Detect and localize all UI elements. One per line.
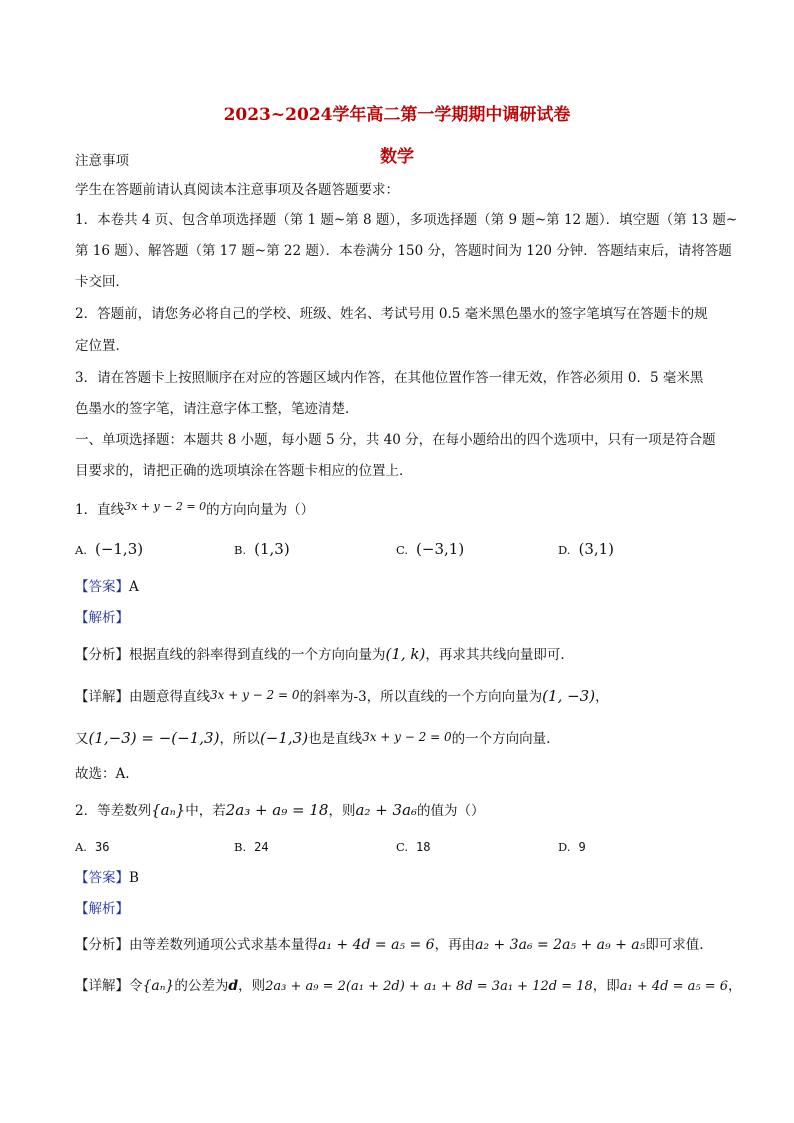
notice-item2-line1: 2．答题前，请您务必将自己的学校、班级、姓名、考试号用 0.5 毫米黑色墨水的签字笔填写在答题卡的规 — [75, 306, 708, 322]
q1-number: 1． — [75, 502, 98, 518]
subject-title: 数学 — [380, 147, 414, 167]
fenxi-tag: 【分析】 — [75, 937, 129, 953]
q1-detail: 【详解】由题意得直线3x + y − 2 = 0的斜率为-3，所以直线的一个方向向量为(1, −3)， — [75, 687, 609, 705]
section1-line2: 目要求的，请把正确的选项填涂在答题卡相应的位置上． — [75, 463, 413, 479]
q2-detail: 【详解】令{aₙ}的公差为d，则2a₃ + a₉ = 2(a₁ + 2d) + a₁ + 8d = 3a₁ + 12d = 18，即a₁ + 4d = a₅ = 6， — [75, 978, 742, 994]
q1-option-a: A. (−1,3) — [75, 540, 144, 558]
q2-analysis-tag: 【解析】 — [75, 901, 129, 917]
q1-choose: 故选：A. — [75, 766, 130, 782]
q1-option-b: B. (1,3) — [234, 540, 290, 558]
q1-option-c: C. (−3,1) — [396, 540, 465, 558]
q1-answer-value: A — [129, 579, 139, 595]
notice-item3-line2: 色墨水的签字笔，请注意字体工整，笔迹清楚． — [75, 401, 359, 417]
detail-tag: 【详解】 — [75, 978, 129, 994]
notice-item1-line1: 1．本卷共 4 页、包含单项选择题（第 1 题~第 8 题），多项选择题（第 9 题~第 12 题）．填空题（第 13 题~ — [75, 212, 738, 228]
q2-number: 2． — [75, 803, 98, 819]
q1-answer — [75, 577, 725, 597]
fenxi-tag: 【分析】 — [75, 647, 129, 663]
detail-tag: 【详解】 — [75, 689, 129, 705]
q2-stem: 2．等差数列{aₙ}中，若2a₃ + a₉ = 18，则a₂ + 3a₆的值为（） — [75, 801, 485, 819]
notice-item2-line2: 定位置． — [75, 338, 129, 354]
notice-item1-line3: 卡交回． — [75, 274, 129, 290]
q2-option-b: B. 24 — [234, 840, 269, 854]
answer-tag: 【答案】 — [75, 870, 129, 886]
notice-intro: 学生在答题前请认真阅读本注意事项及各题答题要求： — [75, 182, 399, 198]
q1-equation: 3x + y − 2 = 0 — [124, 500, 207, 513]
q1-stem-post: 的方向向量为（） — [206, 502, 315, 518]
q1-option-d: D. (3,1) — [558, 540, 615, 558]
answer-tag: 【答案】 — [75, 579, 129, 595]
q2-answer-value: B — [129, 870, 139, 886]
q2-answer — [75, 868, 725, 888]
notice-item1-line2: 第 16 题）、解答题（第 17 题~第 22 题）．本卷满分 150 分，答题时间为 120 分钟．答题结束后，请将答题 — [75, 243, 732, 259]
notice-heading: 注意事项 — [75, 153, 129, 169]
q1-fenxi: 【分析】根据直线的斜率得到直线的一个方向向量为(1, k)，再求其共线向量即可. — [75, 645, 565, 663]
q2-fenxi: 【分析】由等差数列通项公式求基本量得a₁ + 4d = a₅ = 6，再由a₂ + 3a₆ = 2a₅ + a₉ + a₅即可求值. — [75, 937, 704, 953]
q2-option-a: A. 36 — [75, 840, 110, 854]
q2-option-c: C. 18 — [396, 840, 431, 854]
section1-line1: 一、单项选择题：本题共 8 小题，每小题 5 分，共 40 分，在每小题给出的四个选项中，只有一项是符合题 — [75, 432, 716, 448]
q2-option-d: D. 9 — [558, 840, 586, 854]
q1-stem — [75, 500, 725, 521]
exam-title: 2023~2024学年高二第一学期期中调研试卷 — [223, 105, 571, 125]
q1-stem-pre: 直线 — [97, 502, 125, 518]
q1-analysis-tag: 【解析】 — [75, 610, 129, 626]
notice-item3-line1: 3．请在答题卡上按照顺序在对应的答题区域内作答，在其他位置作答一律无效，作答必须用 0．5 毫米黑 — [75, 370, 704, 386]
q1-detail-line2: 又(1,−3) = −(−1,3)，所以(−1,3)也是直线3x + y − 2 = 0的一个方向向量. — [75, 729, 551, 747]
